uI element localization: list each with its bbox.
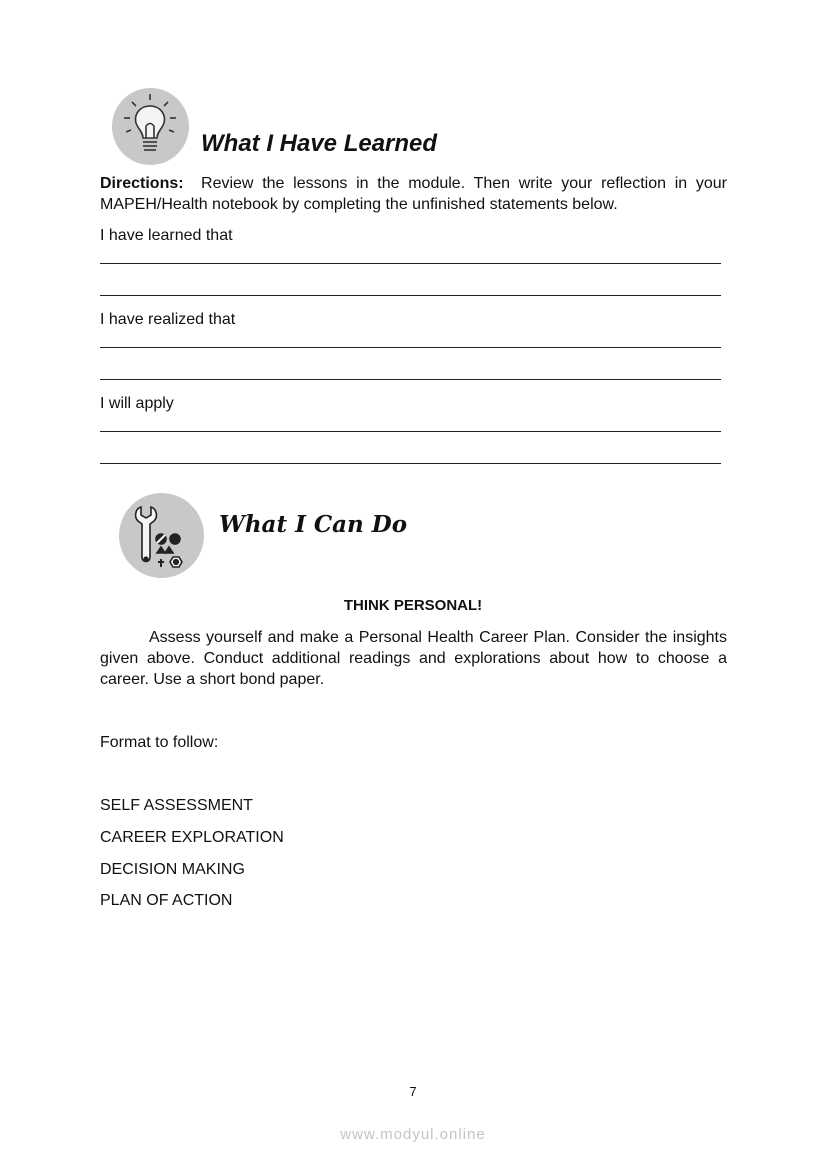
watermark: www.modyul.online [340,1126,486,1143]
think-personal-heading: THINK PERSONAL! [343,597,483,614]
page-number: 7 [409,1084,417,1099]
section-title-can-do: What I Can Do [219,511,408,538]
answer-line[interactable] [100,463,721,464]
format-label: Format to follow: [100,734,219,751]
format-item: SELF ASSESSMENT [100,797,253,814]
directions-text: Review the lessons in the module. Then write your reflection in your MAPEH/Health notebook by completing the unfinished statements below. [100,175,728,213]
prompt-realized: I have realized that [100,311,236,328]
directions [100,173,727,215]
format-item: CAREER EXPLORATION [100,829,284,846]
answer-line[interactable] [100,347,721,348]
assignment-body: Assess yourself and make a Personal Health Career Plan. Consider the insights given above. Conduct additional readings and explorations about how to choose a career. Use a short bond paper. [100,629,727,688]
prompt-apply: I will apply [100,395,174,412]
directions-label: Directions: [100,175,184,192]
answer-line[interactable] [100,431,721,432]
prompt-learned: I have learned that [100,227,233,244]
answer-line[interactable] [100,379,721,380]
answer-line[interactable] [100,295,721,296]
format-item: PLAN OF ACTION [100,892,233,909]
section-title-learned: What I Have Learned [201,130,438,157]
answer-line[interactable] [100,263,721,264]
lightbulb-icon [112,88,189,165]
tools-icon [119,493,204,578]
format-item: DECISION MAKING [100,861,245,878]
